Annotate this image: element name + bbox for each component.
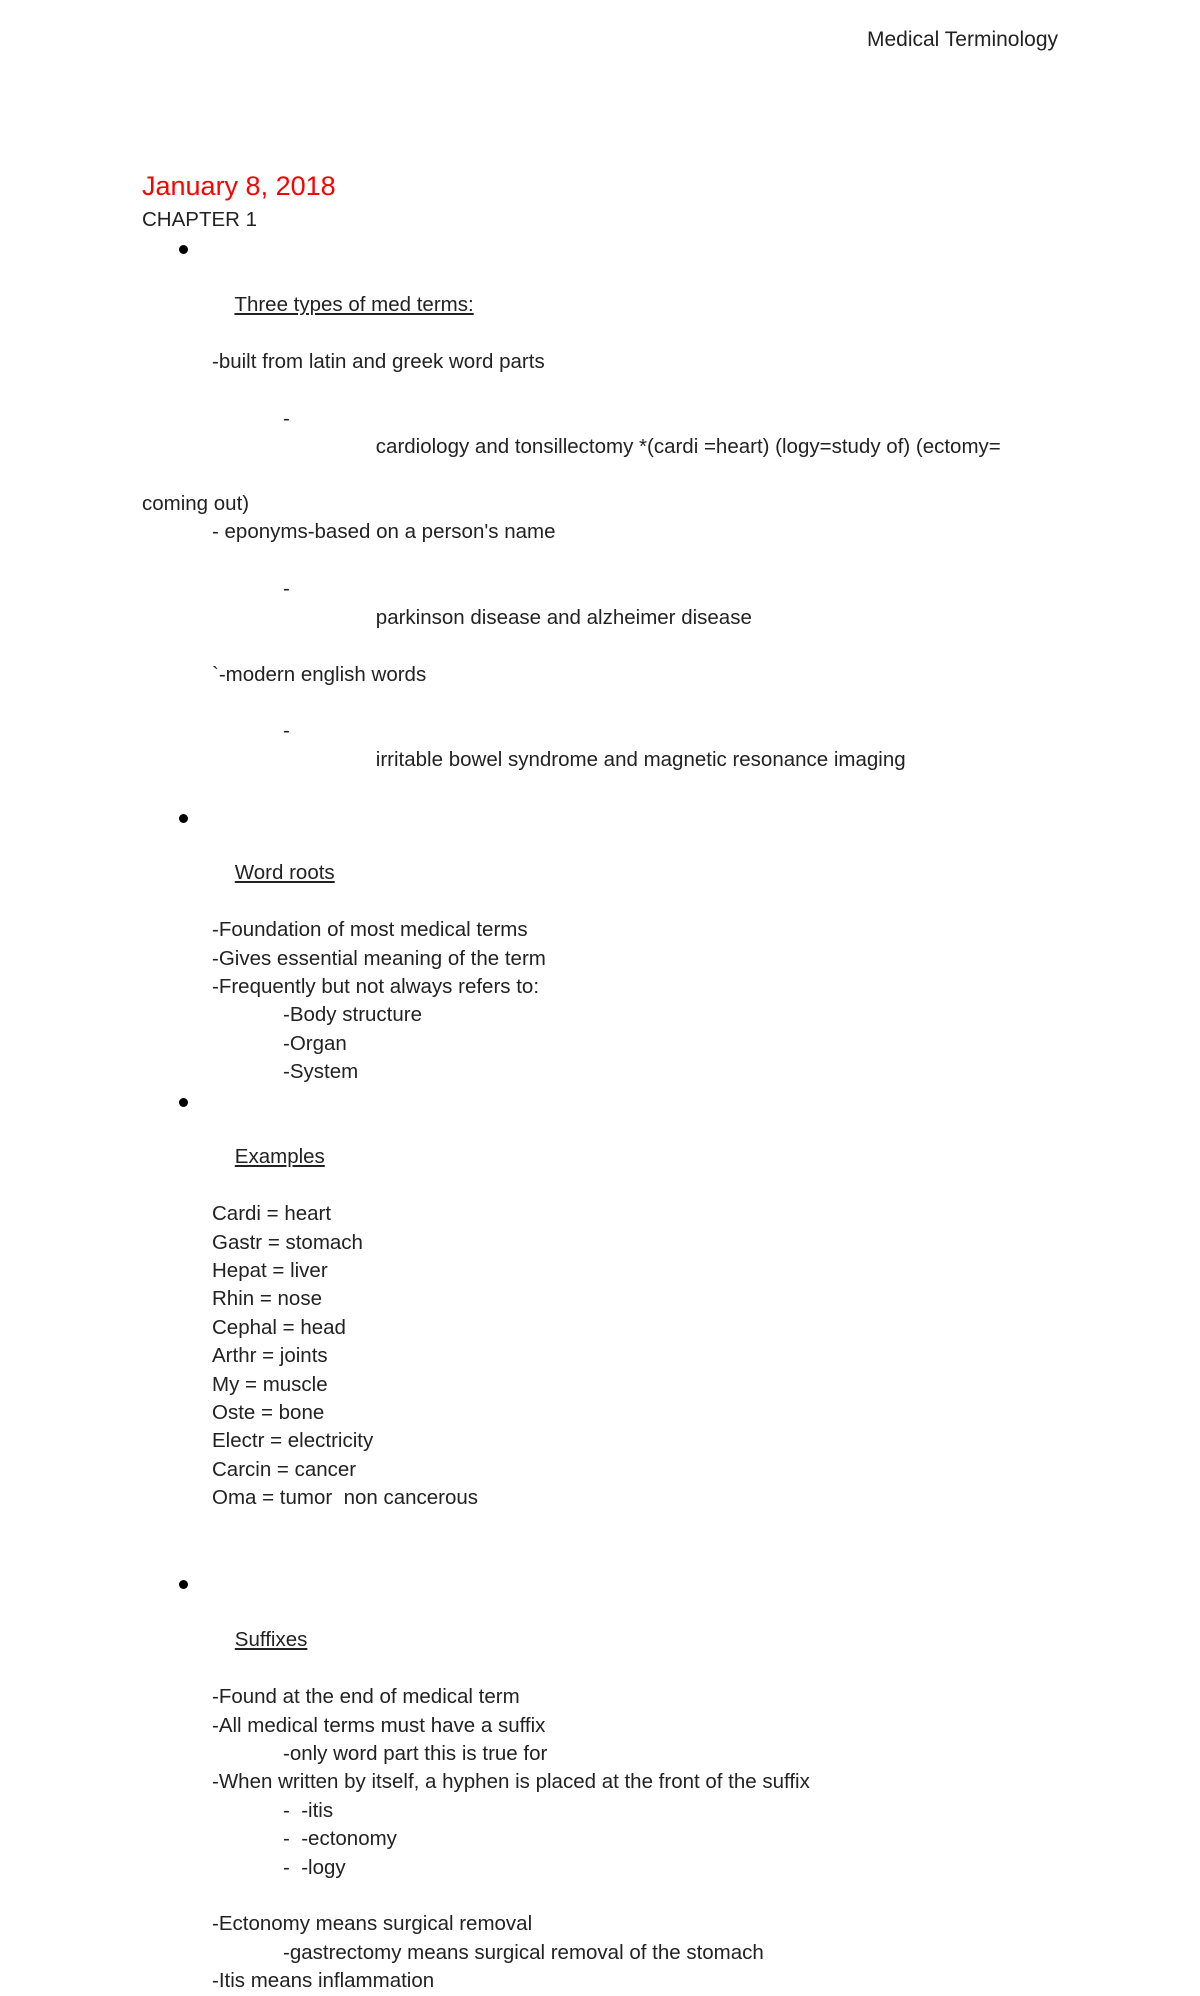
dash-marker: - <box>283 577 290 601</box>
example-item: Rhin = nose <box>212 1287 322 1311</box>
bullet-examples <box>142 1087 1042 1201</box>
note-line: -Gives essential meaning of the term <box>212 946 546 970</box>
blank-space <box>142 1513 1042 1570</box>
note-line: -Frequently but not always refers to: <box>212 974 540 998</box>
note-line: -Foundation of most medical terms <box>212 918 528 942</box>
example-item: Cardi = heart <box>212 1202 332 1226</box>
note-line: -built from latin and greek word parts <box>212 350 545 374</box>
example-item: Cephal = head <box>212 1315 346 1339</box>
bullet-suffixes <box>142 1569 1042 1683</box>
example-item: Electr = electricity <box>212 1429 374 1453</box>
note-line: -All medical terms must have a suffix <box>212 1713 546 1737</box>
note-line: -Itis means inflammation <box>212 1969 435 1993</box>
note-line-wrapped: coming out) <box>142 492 250 516</box>
sub-note-line <box>142 376 1042 490</box>
note-line: -Found at the end of medical term <box>212 1685 520 1709</box>
note-line: - eponyms-based on a person's name <box>212 520 556 544</box>
sub-note-line: -only word part this is true for <box>283 1741 548 1765</box>
sub-note-line: -Organ <box>283 1031 347 1055</box>
example-item: Oste = bone <box>212 1401 325 1425</box>
page-header-title: Medical Terminology <box>866 28 1058 51</box>
example-item: Carcin = cancer <box>212 1457 357 1481</box>
example-item: Gastr = stomach <box>212 1230 363 1254</box>
suffix-list-item: - -itis <box>283 1798 334 1822</box>
note-line: -When written by itself, a hyphen is placed at the front of the suffix <box>212 1770 810 1794</box>
bullet-dot <box>179 245 188 254</box>
chapter-label: CHAPTER 1 <box>142 208 258 231</box>
example-item: Hepat = liver <box>212 1259 328 1283</box>
bullet-dot <box>179 1098 188 1107</box>
bullet-dot <box>179 814 188 823</box>
note-line: -Ectonomy means surgical removal <box>212 1912 533 1936</box>
sub-note-line: -System <box>283 1060 359 1084</box>
sub-note-line: -gastrectomy means surgical removal of the stomach <box>283 1940 764 1964</box>
dash-marker: - <box>283 406 290 430</box>
note-line: `-modern english words <box>212 662 427 686</box>
dash-marker: - <box>283 719 290 743</box>
sub-note-text: parkinson disease and alzheimer disease <box>375 605 752 629</box>
section-heading: Three types of med terms: <box>234 293 474 317</box>
example-item: My = muscle <box>212 1372 328 1396</box>
suffix-list-item: - -logy <box>283 1855 346 1879</box>
section-heading: Suffixes <box>234 1628 308 1652</box>
date-heading: January 8, 2018 <box>142 171 336 201</box>
suffix-list-item: - -ectonomy <box>283 1827 397 1851</box>
example-item: Arthr = joints <box>212 1344 328 1368</box>
section-heading: Word roots <box>234 861 335 885</box>
sub-note-line <box>142 689 1042 803</box>
sub-note-text: irritable bowel syndrome and magnetic resonance imaging <box>375 747 906 771</box>
sub-note-line: -Body structure <box>283 1003 422 1027</box>
section-heading: Examples <box>234 1145 325 1169</box>
sub-note-line <box>142 547 1042 661</box>
bullet-dot <box>179 1580 188 1589</box>
bullet-word-roots <box>142 803 1042 917</box>
bullet-med-term-types <box>142 234 1042 348</box>
blank-space <box>142 1882 1042 1910</box>
sub-note-text: cardiology and tonsillectomy *(cardi =heart) (logy=study of) (ectomy= <box>375 435 1001 459</box>
notes-body <box>142 166 1042 1996</box>
example-item: Oma = tumor non cancerous <box>212 1486 479 1510</box>
